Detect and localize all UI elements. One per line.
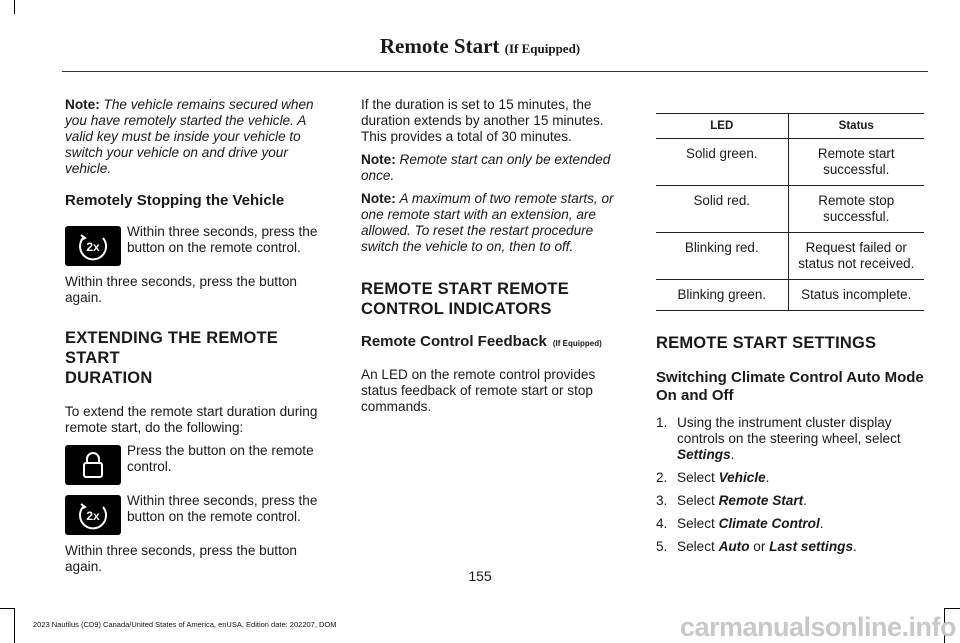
table-cell: Status incomplete.: [788, 280, 924, 311]
note-label: Note:: [65, 97, 100, 112]
step-number: 1.: [656, 415, 668, 430]
table-row: [656, 186, 924, 233]
table-cell: Blinking green.: [656, 280, 788, 311]
if-equipped-tag: (If Equipped): [552, 339, 602, 348]
extend-step-1-text: Press the button on the remote control.: [127, 443, 314, 474]
step-emphasis: Climate Control: [718, 516, 820, 531]
step-emphasis: Vehicle: [718, 470, 766, 485]
heading-line: EXTENDING THE REMOTE START: [65, 329, 279, 367]
header-title: Remote Start: [379, 34, 500, 58]
heading-text: Remote Control Feedback: [361, 333, 547, 350]
heading-line: CONTROL INDICATORS: [361, 300, 552, 318]
heading-remote-control-feedback: [361, 333, 631, 353]
note-label: Note:: [361, 191, 396, 206]
step-number: 2.: [656, 470, 668, 485]
step-text: .: [765, 470, 770, 485]
feedback-text: An LED on the remote control provides status feedback of remote start or stop commands.: [361, 367, 596, 414]
table-cell: Blinking red.: [656, 233, 788, 280]
svg-text:2x: 2x: [86, 240, 100, 254]
step-text: Select: [677, 493, 719, 508]
step-emphasis: Auto: [718, 539, 750, 554]
step-text: Select: [677, 539, 719, 554]
table-row: [656, 139, 924, 186]
list-item: [656, 516, 928, 532]
led-status-table: [656, 113, 924, 311]
extend-after-text: Within three seconds, press the button again.: [65, 543, 297, 574]
heading-line: REMOTE START REMOTE: [361, 280, 569, 298]
step-emphasis: Last settings: [769, 539, 854, 554]
step-number: 4.: [656, 516, 668, 531]
step-text: .: [803, 493, 807, 508]
settings-steps: [656, 415, 928, 555]
note-text: A maximum of two remote starts, or one remote start with an extension, are allowed. To reset the restart procedure switch the vehicle to on, then to off.: [361, 191, 614, 254]
step-text: .: [853, 539, 857, 554]
heading-line: DURATION: [65, 369, 153, 387]
note-text: Remote start can only be extended once.: [361, 152, 611, 183]
column-right: [656, 97, 928, 562]
note-label: Note:: [361, 152, 396, 167]
press-twice-icon: [65, 495, 121, 535]
table-cell: Remote stop successful.: [788, 186, 924, 233]
table-header-row: [656, 114, 924, 139]
step-number: 3.: [656, 493, 668, 508]
watermark: carmanualsonline.info: [679, 612, 956, 642]
column-middle: [361, 97, 631, 422]
extend-step-2: [65, 493, 333, 537]
crop-mark-bottom-right-h: [944, 608, 960, 609]
step-number: 5.: [656, 539, 668, 554]
stop-step: [65, 224, 333, 268]
table-cell: Solid red.: [656, 186, 788, 233]
step-text: Using the instrument cluster display controls on the steering wheel, select: [677, 415, 901, 446]
step-text: Select: [677, 516, 719, 531]
note-paragraph: [361, 191, 631, 255]
list-item: [656, 539, 928, 555]
step-text: Select: [677, 470, 719, 485]
table-cell: Remote start successful.: [788, 139, 924, 186]
extend-intro: To extend the remote start duration during remote start, do the following:: [65, 404, 318, 435]
step-text: .: [819, 516, 824, 531]
column-left: [65, 97, 333, 582]
table-header-status: Status: [788, 114, 924, 139]
heading-remote-control-indicators: [361, 279, 631, 319]
stop-after-text: Within three seconds, press the button again.: [65, 274, 297, 305]
duration-text: If the duration is set to 15 minutes, the duration extends by another 15 minutes. This provides a total of 30 minutes.: [361, 97, 604, 144]
stop-step-text: Within three seconds, press the button on the remote control.: [127, 224, 318, 255]
list-item: [656, 470, 928, 486]
crop-mark-top-left: [14, 0, 15, 14]
extend-step-1: [65, 443, 333, 487]
header-divider: [62, 71, 928, 72]
heading-remotely-stopping: Remotely Stopping the Vehicle: [65, 192, 285, 209]
note-paragraph: [361, 152, 631, 184]
table-cell: Solid green.: [656, 139, 788, 186]
press-twice-icon: [65, 226, 121, 266]
table-row: [656, 233, 924, 280]
crop-mark-bottom-left-h: [0, 608, 14, 609]
step-text: .: [730, 447, 735, 462]
table-cell: Request failed or status not received.: [788, 233, 924, 280]
heading-remote-start-settings: REMOTE START SETTINGS: [656, 334, 877, 352]
list-item: [656, 415, 928, 463]
page-header: [0, 34, 960, 59]
heading-extending-duration: [65, 328, 333, 388]
extend-step-2-text: Within three seconds, press the button on the remote control.: [127, 493, 318, 524]
crop-mark-bottom-left-v: [14, 608, 15, 643]
step-emphasis: Remote Start: [718, 493, 804, 508]
footer-edition: 2023 Nautilus (CD9) Canada/United States of America, enUSA, Edition date: 202207, DOM: [33, 620, 337, 629]
header-subtitle: (If Equipped): [504, 41, 581, 56]
note-text: The vehicle remains secured when you have remotely started the vehicle. A valid key must be inside your vehicle to switch your vehicle on and drive your vehicle.: [65, 97, 314, 176]
lock-icon: [65, 445, 121, 485]
step-text: or: [749, 539, 770, 554]
list-item: [656, 493, 928, 509]
table-row: [656, 280, 924, 311]
note-paragraph: [65, 97, 333, 177]
step-emphasis: Settings: [677, 447, 731, 462]
page-number: 155: [468, 568, 492, 584]
table-header-led: LED: [656, 114, 788, 139]
heading-climate-control: Switching Climate Control Auto Mode On and Off: [656, 369, 924, 404]
svg-text:2x: 2x: [86, 509, 100, 523]
